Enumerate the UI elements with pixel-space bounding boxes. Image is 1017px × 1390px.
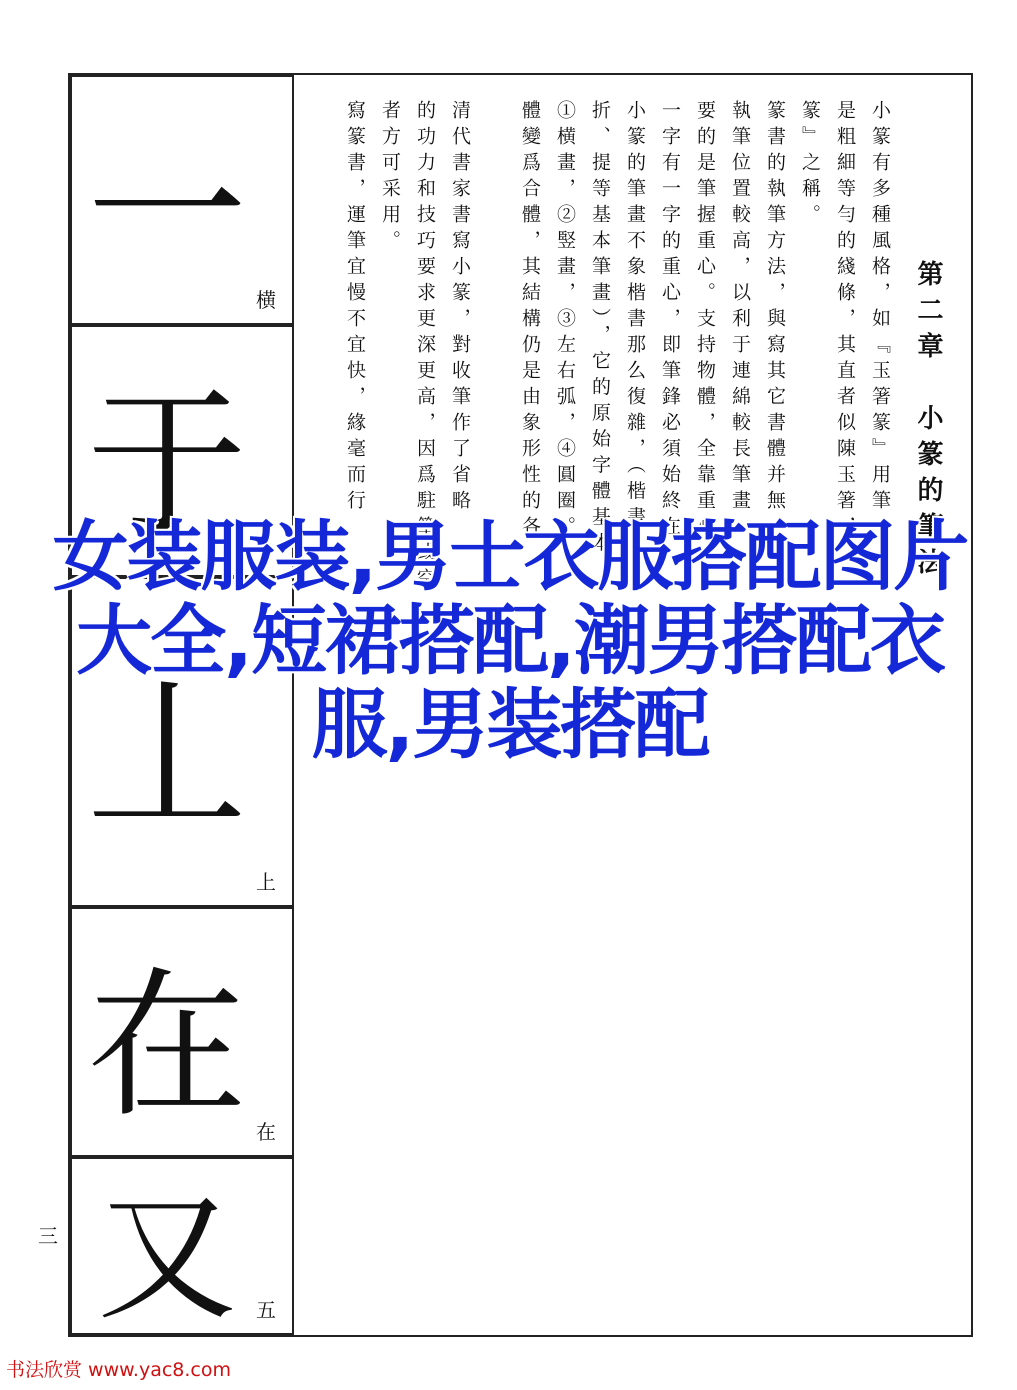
text-column-10: ①横畫，②竪畫，③左右弧，④圓圈。 <box>554 100 576 542</box>
text-column-15: 寫篆書，運筆宜慢不宜快，緣毫而行 <box>344 100 366 516</box>
text-column-13: 的功力和技巧要求更深更高，因爲駐筆或空 <box>414 100 436 594</box>
text-column-2: 是粗細等勻的綫條，其直者似陳玉箸， <box>834 100 856 542</box>
text-column-12: 清代書家書寫小篆，對收筆作了省略 <box>449 100 471 516</box>
glyph-box-4 <box>70 907 294 1157</box>
text-column-7: 一字有一字的重心，即筆鋒必須始終在 <box>659 100 681 542</box>
glyph-char: 在 <box>86 952 247 1139</box>
text-column-14: 者方可采用。 <box>379 100 401 256</box>
site-watermark: 书法欣赏 www.yac8.com <box>6 1359 231 1381</box>
text-column-4: 篆書的執筆方法，與寫其它書體并無 <box>764 100 786 516</box>
page-number: 三 <box>38 1224 58 1248</box>
text-column-11: 體變爲合體，其結構仍是由象形性的各 <box>519 100 541 542</box>
overlay-headline: 女装服装,男士衣服搭配图片大全,短裙搭配,潮男搭配衣服,男装搭配 <box>52 512 968 769</box>
glyph-box-5 <box>70 1157 294 1340</box>
text-column-8: 小篆的筆畫不象楷書那么復雜，（楷書 <box>624 100 646 533</box>
text-column-1: 小篆有多種風格，如『玉箸篆』用筆 <box>869 100 891 516</box>
glyph-char: 又 <box>96 1176 237 1340</box>
glyph-label: 在 <box>256 1120 276 1144</box>
glyph-label: 上 <box>256 870 276 894</box>
glyph-box-1 <box>70 75 294 325</box>
text-column-5: 執筆位置較高，以利于連綿較長筆畫 <box>729 100 751 516</box>
text-column-3: 篆』之稱。 <box>799 100 821 230</box>
glyph-char: 丄 <box>86 662 247 849</box>
chapter-title: 第二章 小篆的筆法 <box>913 260 943 584</box>
glyph-label: 五 <box>256 1298 276 1322</box>
text-column-9: 折、提等基本筆畫），它的原始字體基本 <box>589 100 611 559</box>
glyph-label: 横 <box>256 288 276 312</box>
glyph-char: 于 <box>86 371 247 558</box>
glyph-char: 一 <box>86 120 247 307</box>
text-column-6: 要的是筆握重心。支持物體，全靠重心 <box>694 100 716 542</box>
